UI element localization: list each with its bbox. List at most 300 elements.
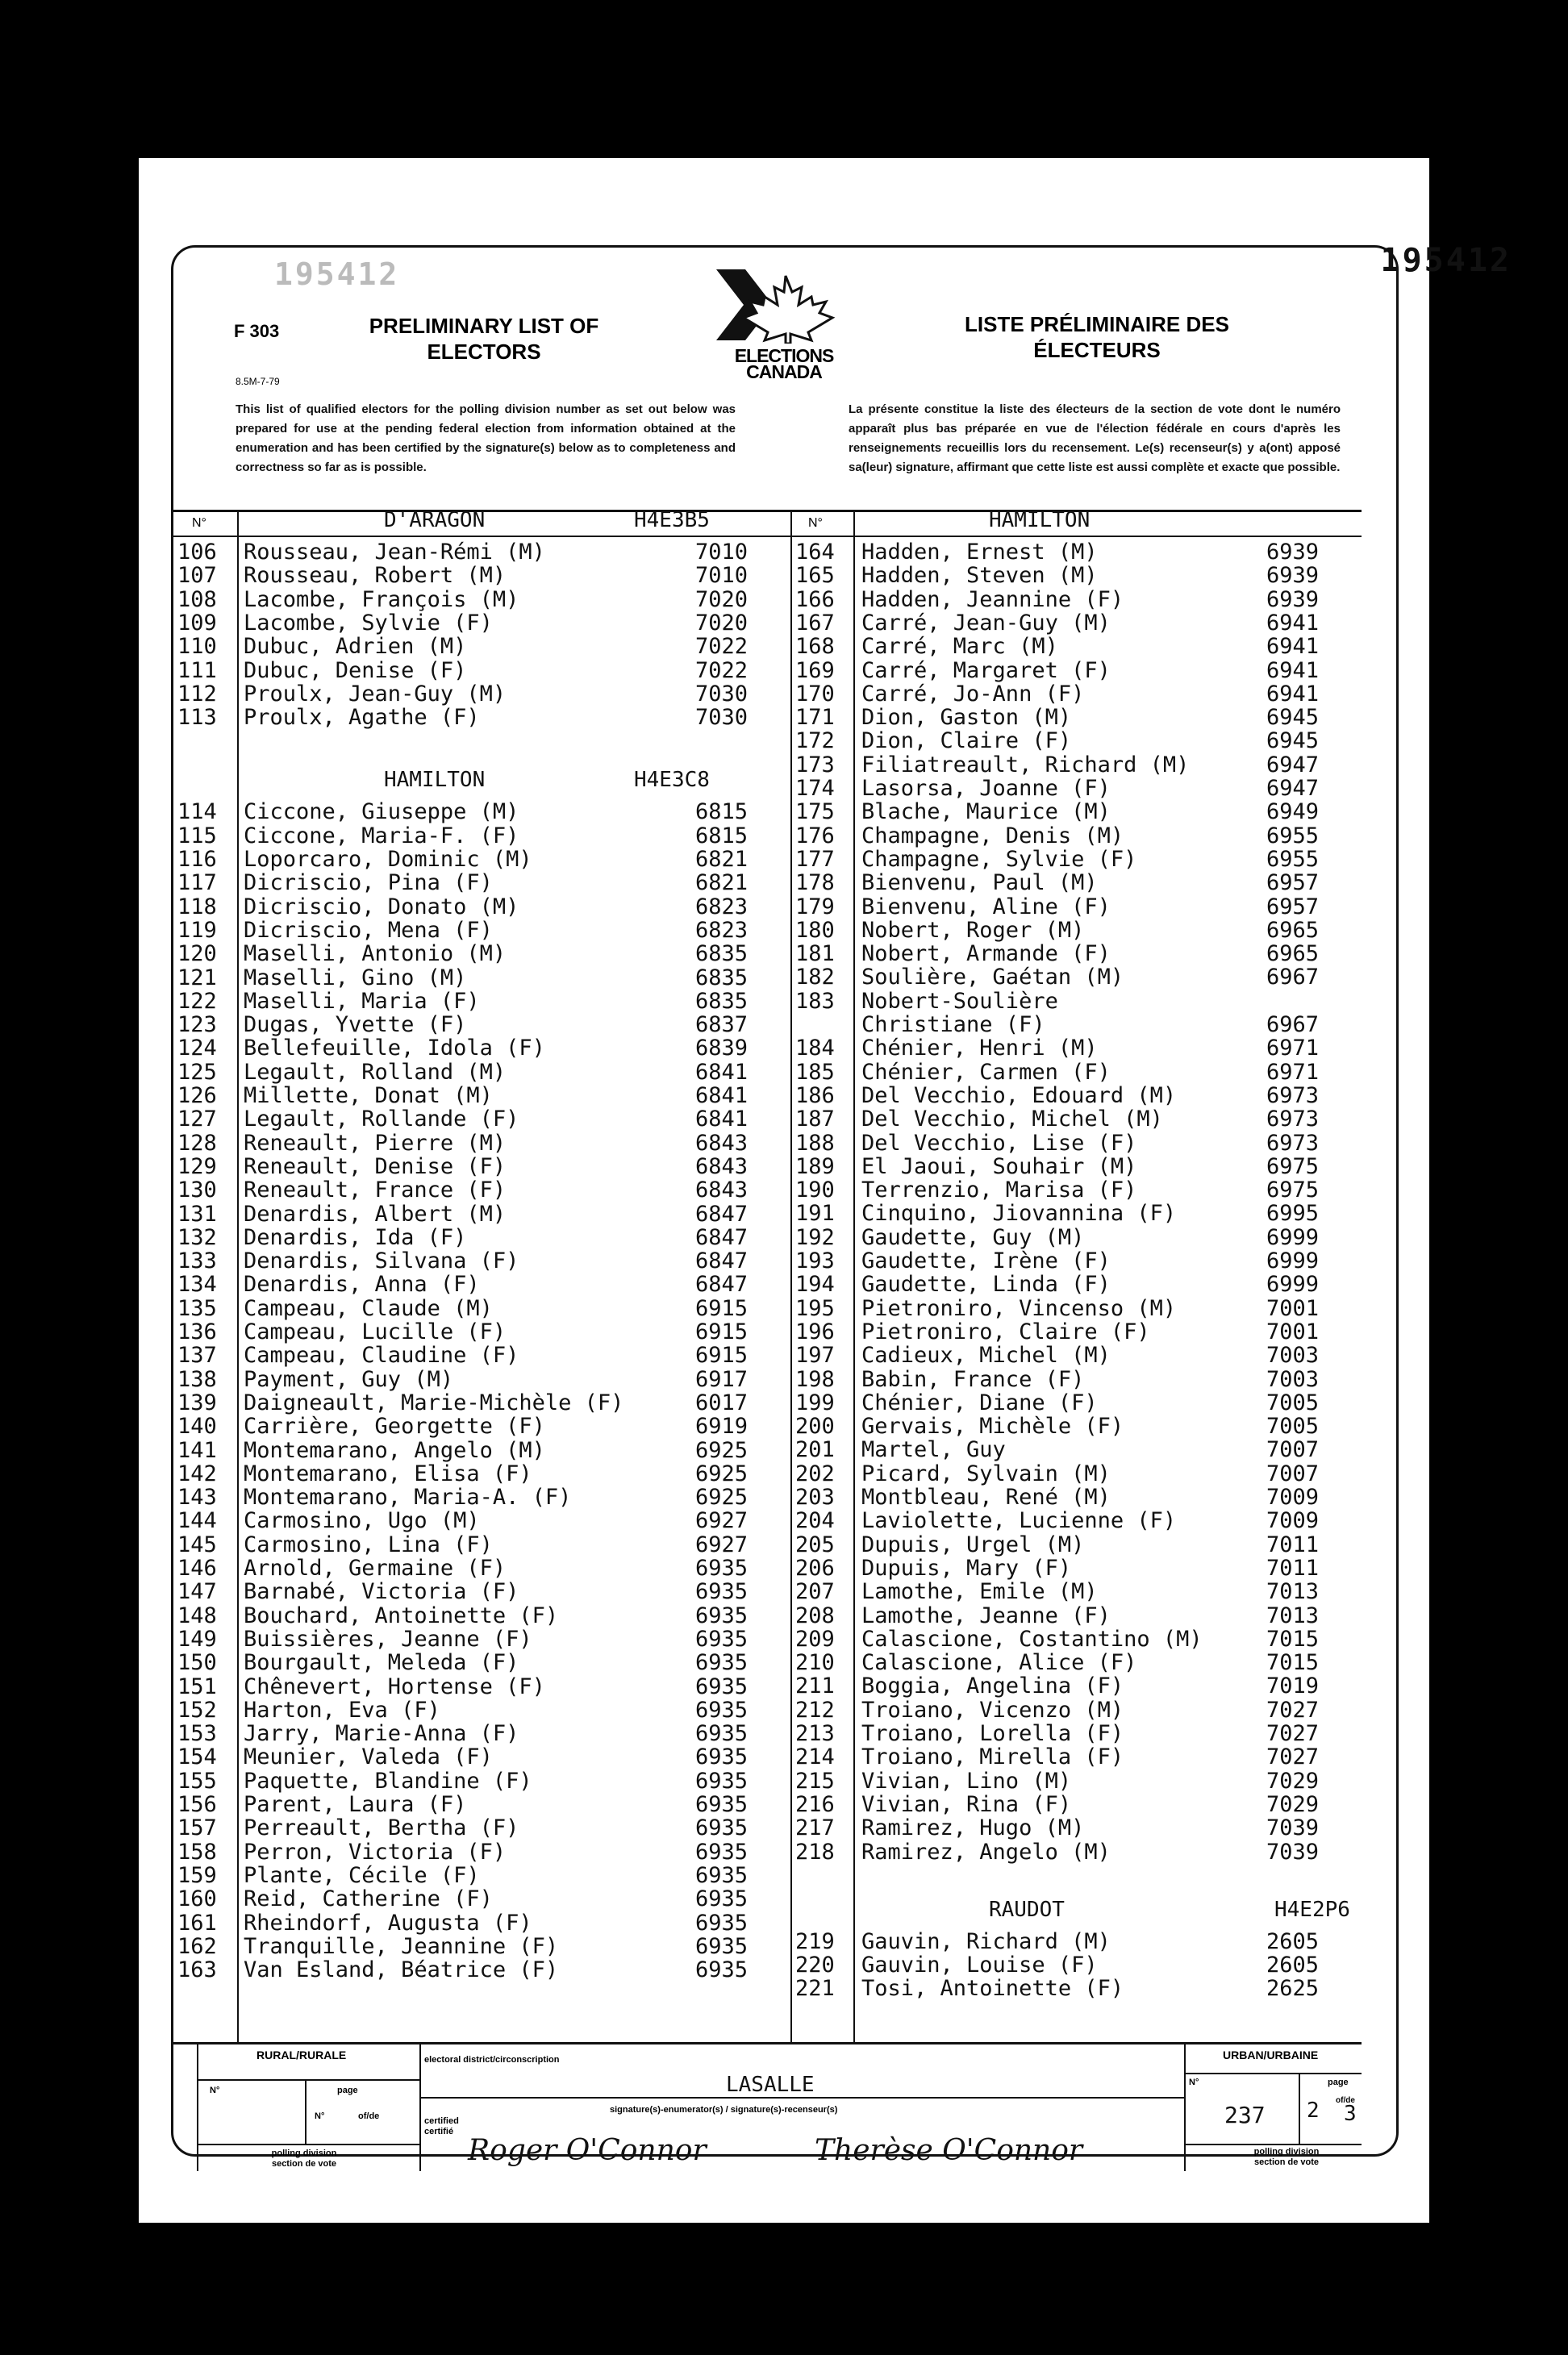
elector-name: Reneault, France (F) [244,1178,507,1203]
elector-name: Nobert-Soulière [861,988,1058,1014]
elector-number: 205 [795,1532,835,1557]
elector-name: Plante, Cécile (F) [244,1862,480,1888]
elector-name: Legault, Rollande (F) [244,1107,519,1132]
civic-address: 6915 [695,1295,749,1321]
elector-row [795,1793,1355,1816]
civic-address: 6935 [695,1862,749,1888]
elector-row [177,1864,784,1887]
elector-number: 199 [795,1390,835,1415]
elector-number: 122 [177,988,217,1014]
civic-address: 7030 [695,681,749,706]
elector-number: 132 [177,1224,217,1250]
elector-name: Del Vecchio, Lise (F) [861,1130,1137,1156]
elector-number: 169 [795,657,835,683]
elector-row [795,1438,1355,1461]
civic-address: 6975 [1266,1153,1320,1179]
serial-number: 195412 [1380,242,1512,279]
elector-name: Denardis, Silvana (F) [244,1248,519,1274]
civic-address: 6935 [695,1768,749,1794]
elector-row [795,871,1355,894]
civic-address: 7007 [1266,1437,1320,1463]
elector-name: Chênevert, Hortense (F) [244,1674,545,1699]
elector-name: Maselli, Gino (M) [244,965,467,990]
rural-bottom-rule [197,2144,419,2145]
civic-address: 6941 [1266,634,1320,660]
civic-address: 7011 [1266,1532,1320,1557]
elector-name: Chénier, Carmen (F) [861,1059,1111,1085]
elector-row [177,1887,784,1911]
civic-address: 6955 [1266,823,1320,848]
elector-number: 107 [177,563,217,589]
rural-label: RURAL/RURALE [256,2049,347,2061]
elector-name: Laviolette, Lucienne (F) [861,1508,1177,1534]
elector-name: Vivian, Lino (M) [861,1768,1072,1794]
elector-name: Perron, Victoria (F) [244,1839,507,1865]
civic-address: 6967 [1266,965,1320,990]
elector-row [795,1930,1355,1953]
elector-row [795,1628,1355,1651]
civic-address: 7005 [1266,1390,1320,1415]
elector-number: 126 [177,1083,217,1108]
elector-row [795,965,1355,989]
elector-number: 129 [177,1153,217,1179]
elector-number: 164 [795,540,835,565]
elector-name: Tranquille, Jeannine (F) [244,1933,559,1959]
intro-english: This list of qualified electors for the polling division number as set out below was prepared for use at the pending federal election from information obtained at the enumeration and has been certified by the signature(s) below as to completeness and correctness so far as is possible. [236,402,736,474]
maple-leaf-x-icon [711,269,857,344]
elector-row [795,1249,1355,1273]
elector-name: Terrenzio, Marisa (F) [861,1178,1137,1203]
elector-row [177,1911,784,1935]
elector-row [795,1462,1355,1486]
elector-number: 206 [795,1555,835,1581]
elector-number: 215 [795,1768,835,1794]
civic-address: 6935 [695,1910,749,1936]
intro-french: La présente constitue la liste des électeurs de la section de vote dont le numéro apparaît plus bas préparée en vue de l'élection fédérale en cours d'après les renseignements recueillis lors du recensement. Le(s) recenseur(s) y a(ont) apposé sa(leur) signature, affirmant que cette liste est aussi complète et exacte que possible. [849,402,1341,474]
elector-row [795,1840,1355,1864]
elector-number: 162 [177,1933,217,1959]
elector-number: 140 [177,1414,217,1440]
elector-row [177,1273,784,1296]
elector-name: Parent, Laura (F) [244,1792,467,1817]
elector-row [177,990,784,1013]
civic-address: 6823 [695,917,749,943]
civic-address: 6927 [695,1532,749,1557]
elector-row [177,1226,784,1249]
elector-row [795,1674,1355,1698]
elector-row [177,540,784,564]
elector-name: Gaudette, Guy (M) [861,1224,1085,1250]
civic-address: 6935 [695,1933,749,1959]
civic-address: 6823 [695,894,749,919]
elector-row [177,1249,784,1273]
civic-address: 6835 [695,965,749,990]
civic-address: 6935 [695,1886,749,1912]
elector-name: Gauvin, Louise (F) [861,1953,1098,1978]
elector-number: 116 [177,847,217,872]
civic-address: 6935 [695,1792,749,1817]
elector-row [177,1509,784,1532]
civic-address: 7039 [1266,1815,1320,1841]
elector-row [795,1769,1355,1793]
elector-name: Ramirez, Angelo (M) [861,1839,1111,1865]
elector-name: Van Esland, Béatrice (F) [244,1957,559,1983]
elector-number: 149 [177,1626,217,1652]
elector-number: 143 [177,1485,217,1511]
elector-name: Maselli, Maria (F) [244,988,480,1014]
elector-number: 187 [795,1107,835,1132]
elector-row [177,1580,784,1603]
elector-row [795,1533,1355,1557]
elector-row [177,1320,784,1344]
elector-number: 115 [177,823,217,848]
elector-row [177,1699,784,1722]
elector-name: Bienvenu, Paul (M) [861,870,1098,896]
elector-row [795,800,1355,823]
elector-row [177,1628,784,1651]
street-name: RAUDOT [989,1897,1065,1922]
elector-name: Bourgault, Meleda (F) [244,1650,519,1676]
elector-name: Lasorsa, Joanne (F) [861,776,1111,801]
civic-address: 6973 [1266,1082,1320,1108]
elector-number: 137 [177,1343,217,1369]
elector-name: Gaudette, Irène (F) [861,1248,1111,1273]
elector-number: 168 [795,634,835,660]
elector-row [177,1107,784,1131]
elector-number: 160 [177,1886,217,1912]
elector-number: 165 [795,563,835,589]
elector-number: 213 [795,1721,835,1746]
elector-name: Dicriscio, Mena (F) [244,917,493,943]
elector-number: 157 [177,1815,217,1841]
elector-row [177,564,784,587]
urban-no-label: N° [1189,2078,1199,2087]
elector-number: 207 [795,1579,835,1605]
civic-address: 7015 [1266,1626,1320,1652]
elector-number: 156 [177,1792,217,1817]
rural-right-edge [419,2042,421,2171]
elector-row [177,800,784,823]
elector-name: Montemarano, Maria-A. (F) [244,1485,572,1511]
civic-address: 7001 [1266,1295,1320,1321]
elector-row [795,1977,1355,2000]
elector-name: Tosi, Antoinette (F) [861,1976,1124,2002]
rural-mid-divider [305,2079,307,2144]
elector-number: 195 [795,1295,835,1321]
elector-number: 171 [795,705,835,731]
elector-number: 124 [177,1036,217,1061]
elector-row [177,588,784,611]
elector-row [795,1722,1355,1745]
elector-number: 211 [795,1674,835,1699]
civic-address: 6973 [1266,1107,1320,1132]
elector-number: 182 [795,965,835,990]
number-header-right: N° [808,516,823,530]
elector-row [177,1462,784,1486]
elector-number: 203 [795,1485,835,1510]
civic-address: 6935 [695,1839,749,1865]
elector-number: 112 [177,681,217,706]
rural-left-edge [197,2042,198,2171]
civic-address: 6925 [695,1485,749,1511]
elector-number: 106 [177,540,217,565]
elector-row [795,635,1355,658]
elector-name: Proulx, Agathe (F) [244,705,480,731]
elector-name: Nobert, Armande (F) [861,941,1111,967]
elector-row [795,1202,1355,1225]
civic-address: 6925 [695,1437,749,1463]
civic-address: 7020 [695,610,749,636]
elector-row [795,1604,1355,1628]
elector-name: Proulx, Jean-Guy (M) [244,681,507,706]
civic-address: 6915 [695,1319,749,1344]
elector-row [795,1486,1355,1509]
elector-row [177,1793,784,1816]
elector-row [177,824,784,848]
elector-name: Dubuc, Denise (F) [244,657,467,683]
elector-number: 172 [795,728,835,754]
elector-name: Rousseau, Robert (M) [244,563,507,589]
elector-name: Loporcaro, Dominic (M) [244,847,532,872]
elector-name: Payment, Guy (M) [244,1366,454,1392]
elector-number: 220 [795,1953,835,1978]
civic-address: 6815 [695,823,749,848]
elector-number: 221 [795,1976,835,2002]
elector-row [177,942,784,965]
elector-name: Daigneault, Marie-Michèle (F) [244,1390,624,1415]
civic-address: 6935 [695,1815,749,1841]
elector-name: Carrière, Georgette (F) [244,1414,545,1440]
civic-address: 6939 [1266,540,1320,565]
signature-roger: Roger O'Connor [468,2134,707,2167]
elector-name: Martel, Guy [861,1437,1006,1463]
civic-address: 6935 [695,1744,749,1770]
elector-name: Denardis, Anna (F) [244,1272,480,1298]
elector-number: 218 [795,1839,835,1865]
elector-number: 123 [177,1012,217,1038]
number-header-left: N° [192,516,206,530]
urban-of-label: of/de [1336,2096,1355,2105]
civic-address: 6971 [1266,1059,1320,1085]
elector-row [177,1675,784,1699]
elector-number: 189 [795,1153,835,1179]
civic-address: 7010 [695,540,749,565]
elector-number: 188 [795,1130,835,1156]
elector-row [177,1486,784,1509]
urban-page-number: 2 [1307,2099,1320,2123]
civic-address: 6843 [695,1130,749,1156]
civic-address: 6965 [1266,917,1320,943]
elector-name: Paquette, Blandine (F) [244,1768,532,1794]
civic-address: 7013 [1266,1579,1320,1605]
elector-number: 131 [177,1201,217,1227]
civic-address: 6945 [1266,705,1320,731]
elector-row [177,706,784,729]
signature-label: signature(s)-enumerator(s) / signature(s)-recenseur(s) [610,2105,838,2115]
elector-row [795,1816,1355,1840]
elector-number: 204 [795,1508,835,1534]
civic-address: 6843 [695,1178,749,1203]
urban-of-number: 3 [1344,2102,1357,2126]
urban-mid-divider [1299,2073,1300,2144]
elector-name: Troiano, Vicenzo (M) [861,1697,1124,1723]
urban-bottom-rule [1184,2144,1362,2145]
district-rule [421,2097,1184,2099]
elector-name: Dicriscio, Pina (F) [244,870,493,896]
table-header-rule [173,536,1362,537]
elector-name: Denardis, Albert (M) [244,1201,507,1227]
elector-name: Reneault, Denise (F) [244,1153,507,1179]
elector-name: Gervais, Michèle (F) [861,1414,1124,1440]
district-label: electoral district/circonscription [424,2055,560,2065]
elector-name: Boggia, Angelina (F) [861,1674,1124,1699]
elector-name: Legault, Rolland (M) [244,1059,507,1085]
elector-row [795,942,1355,965]
elector-row [795,1107,1355,1131]
civic-address: 6935 [695,1674,749,1699]
elector-name: Gauvin, Richard (M) [861,1928,1111,1954]
column-divider-left [790,510,792,2042]
elector-row [795,1061,1355,1084]
civic-address: 6995 [1266,1201,1320,1227]
logo-text: ELECTIONS CANADA [734,345,834,382]
elector-row [795,753,1355,777]
elector-row [795,1013,1355,1036]
elector-row [795,1745,1355,1769]
elector-number: 198 [795,1366,835,1392]
elector-name: Bouchard, Antoinette (F) [244,1603,559,1628]
title-french: LISTE PRÉLIMINAIRE DES ÉLECTEURS [965,312,1229,362]
elector-name: Campeau, Lucille (F) [244,1319,507,1344]
elector-name: Filiatreault, Richard (M) [861,752,1190,777]
civic-address: 2605 [1266,1928,1320,1954]
elector-number: 145 [177,1532,217,1557]
civic-address: 6999 [1266,1272,1320,1298]
elector-name: Nobert, Roger (M) [861,917,1085,943]
elector-row [177,1178,784,1202]
elector-name: Chénier, Diane (F) [861,1390,1098,1415]
elector-number: 216 [795,1791,835,1817]
civic-address: 6957 [1266,870,1320,896]
elector-name: Dicriscio, Donato (M) [244,894,519,919]
elector-number: 185 [795,1059,835,1085]
civic-address: 2625 [1266,1976,1320,2002]
civic-address: 7009 [1266,1508,1320,1534]
elector-row [177,1036,784,1060]
elector-number: 212 [795,1697,835,1723]
rural-rule [197,2079,419,2081]
elector-number: 127 [177,1107,217,1132]
elector-number: 147 [177,1579,217,1605]
civic-address: 6919 [695,1414,749,1440]
elector-name: Carré, Margaret (F) [861,657,1111,683]
civic-address: 7019 [1266,1674,1320,1699]
elector-row [177,871,784,894]
elector-name: Barnabé, Victoria (F) [244,1579,519,1605]
urban-label: URBAN/URBAINE [1223,2049,1319,2061]
elector-row [177,611,784,635]
elector-number: 158 [177,1839,217,1865]
elector-name: Meunier, Valeda (F) [244,1744,493,1770]
urban-page-label: page [1328,2078,1349,2087]
elector-row [177,1958,784,1982]
elector-number: 151 [177,1674,217,1699]
elector-number: 174 [795,776,835,801]
signature-therese: Therèse O'Connor [815,2134,1083,2167]
rural-page-label: page [337,2086,358,2095]
footer-top-rule [173,2042,1362,2044]
civic-address: 6939 [1266,563,1320,589]
urban-rule [1184,2073,1362,2074]
elector-number: 163 [177,1957,217,1983]
civic-address: 6843 [695,1153,749,1179]
civic-address: 6957 [1266,894,1320,919]
civic-address: 6839 [695,1036,749,1061]
elector-number: 111 [177,657,217,683]
elector-name: Cinquino, Jiovannina (F) [861,1201,1177,1227]
civic-address: 7007 [1266,1461,1320,1486]
elector-number: 142 [177,1461,217,1486]
elector-name: Reid, Catherine (F) [244,1886,493,1912]
elector-number: 128 [177,1130,217,1156]
elector-name: Lacombe, François (M) [244,586,519,612]
postal-code: H4E3C8 [634,768,710,793]
elector-row [177,1368,784,1391]
civic-address: 6935 [695,1626,749,1652]
elector-name: Dupuis, Mary (F) [861,1555,1072,1581]
form-number: F 303 [234,321,280,341]
elector-row [177,1557,784,1580]
elector-row [177,1840,784,1864]
elector-number: 148 [177,1603,217,1628]
elector-name: Lacombe, Sylvie (F) [244,610,493,636]
civic-address: 7029 [1266,1791,1320,1817]
civic-address: 6955 [1266,846,1320,872]
elector-row [795,1226,1355,1249]
street-name: HAMILTON [384,768,486,793]
elector-number: 153 [177,1721,217,1747]
elector-number: 178 [795,870,835,896]
elector-row [795,1344,1355,1367]
elector-number: 191 [795,1201,835,1227]
elector-name: Chénier, Henri (M) [861,1036,1098,1061]
elector-number: 197 [795,1343,835,1369]
elector-number: 130 [177,1178,217,1203]
civic-address: 6945 [1266,728,1320,754]
elector-row [177,1391,784,1415]
elector-number: 181 [795,941,835,967]
elector-row [795,1178,1355,1202]
elector-name: Carré, Jean-Guy (M) [861,610,1111,636]
elector-row [177,1061,784,1084]
elector-name: Carré, Marc (M) [861,634,1058,660]
urban-polling-label: polling division section de vote [1253,2147,1320,2167]
elector-name: Pietroniro, Claire (F) [861,1319,1150,1344]
elector-row [795,706,1355,729]
rural-of-label: of/de [358,2111,380,2121]
postal-code: H4E2P6 [1274,1897,1350,1922]
elector-row [177,1816,784,1840]
elector-number: 167 [795,610,835,636]
elector-row [177,848,784,871]
elector-row [177,1769,784,1793]
civic-address: 7039 [1266,1839,1320,1865]
elector-row [795,659,1355,682]
civic-address: 7029 [1266,1768,1320,1794]
elector-number: 201 [795,1437,835,1463]
civic-address: 7020 [695,586,749,612]
street-name: HAMILTON [989,508,1091,532]
